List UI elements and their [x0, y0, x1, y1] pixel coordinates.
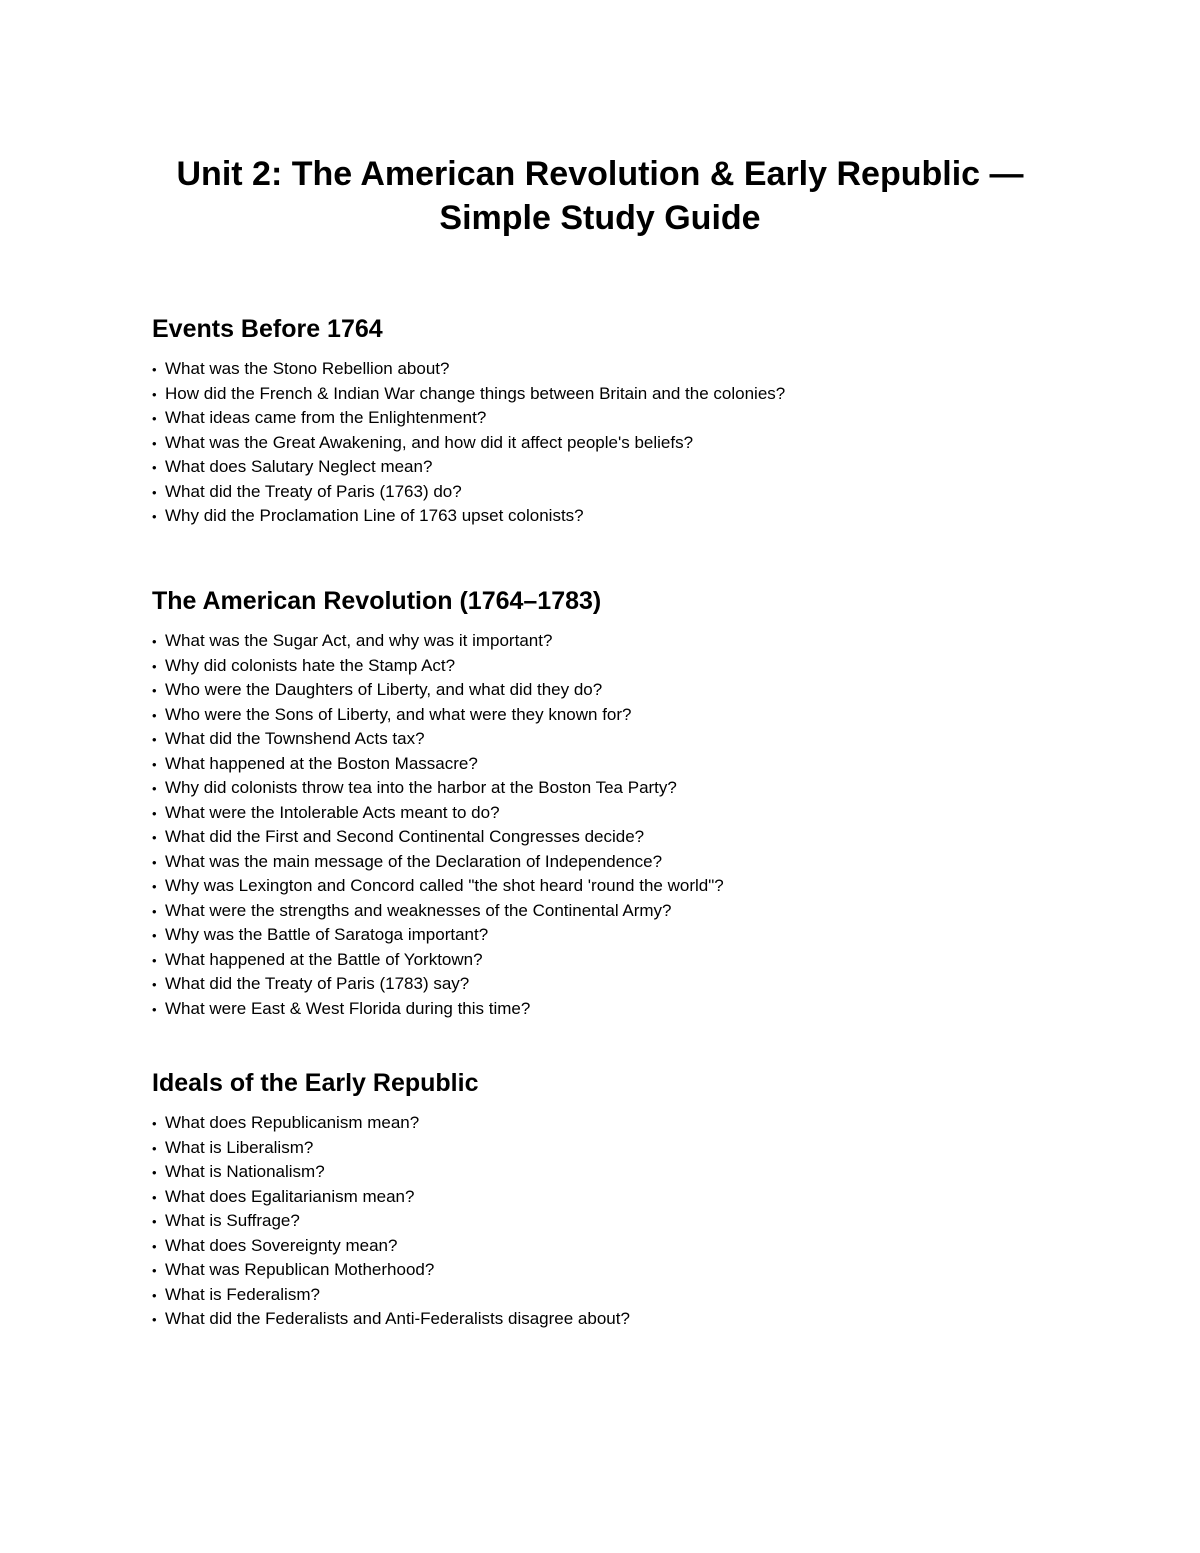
bullet-icon: •: [152, 658, 157, 674]
question-text: What was the Stono Rebellion about?: [165, 359, 450, 378]
title-line-2: Simple Study Guide: [439, 199, 761, 237]
question-text: Why was Lexington and Concord called "the shot heard 'round the world"?: [165, 876, 724, 895]
question-text: Why was the Battle of Saratoga important?: [165, 925, 489, 944]
bullet-icon: •: [152, 1263, 157, 1278]
question-text: What happened at the Battle of Yorktown?: [165, 949, 483, 969]
section-heading: Events Before 1764: [152, 315, 383, 343]
question-text: What does Salutary Neglect mean?: [165, 457, 433, 476]
question-item: [152, 357, 1152, 382]
bullet-icon: •: [152, 1165, 157, 1180]
question-item: [152, 752, 1152, 777]
question-item: [152, 801, 1152, 826]
question-item: [152, 406, 1152, 431]
question-list: [152, 1111, 1152, 1332]
section-ideals-early-republic: [152, 1067, 1152, 1332]
bullet-icon: •: [152, 830, 157, 845]
question-item: [152, 382, 1152, 407]
question-text: What is Suffrage?: [165, 1211, 300, 1230]
question-text: What did the Treaty of Paris (1763) do?: [165, 481, 462, 501]
question-item: [152, 703, 1152, 728]
bullet-icon: •: [152, 435, 157, 451]
question-text: What did the Treaty of Paris (1783) say?: [165, 974, 470, 993]
question-item: [152, 1283, 1152, 1308]
bullet-icon: •: [152, 1189, 157, 1205]
question-text: What is Federalism?: [165, 1284, 320, 1304]
bullet-icon: •: [152, 1287, 157, 1303]
question-item: [152, 923, 1152, 948]
question-text: What did the Townshend Acts tax?: [165, 729, 425, 748]
question-item: [152, 972, 1152, 997]
question-item: [152, 874, 1152, 899]
bullet-icon: •: [152, 411, 157, 426]
question-list: [152, 629, 1152, 1021]
bullet-icon: •: [152, 1214, 157, 1229]
question-text: What were East & West Florida during this time?: [165, 998, 531, 1018]
question-text: What is Liberalism?: [165, 1137, 314, 1157]
question-item: [152, 899, 1152, 924]
question-text: What happened at the Boston Massacre?: [165, 753, 478, 773]
bullet-icon: •: [152, 362, 157, 377]
bullet-icon: •: [152, 756, 157, 772]
bullet-icon: •: [152, 732, 157, 747]
question-item: [152, 776, 1152, 801]
question-item: [152, 948, 1152, 973]
question-text: What did the Federalists and Anti-Federalists disagree about?: [165, 1309, 630, 1328]
bullet-icon: •: [152, 781, 157, 796]
question-text: What did the First and Second Continental Congresses decide?: [165, 827, 645, 846]
question-text: What does Sovereignty mean?: [165, 1235, 398, 1255]
bullet-icon: •: [152, 1140, 157, 1156]
question-text: What was Republican Motherhood?: [165, 1260, 435, 1279]
question-item: [152, 1160, 1152, 1185]
question-text: What was the main message of the Declaration of Independence?: [165, 851, 663, 871]
bullet-icon: •: [152, 903, 157, 919]
bullet-icon: •: [152, 460, 157, 475]
question-text: How did the French & Indian War change things between Britain and the colonies?: [165, 383, 786, 403]
question-item: [152, 1307, 1152, 1332]
bullet-icon: •: [152, 1001, 157, 1017]
bullet-icon: •: [152, 386, 157, 402]
question-text: Why did colonists throw tea into the harbor at the Boston Tea Party?: [165, 778, 677, 797]
question-text: Why did the Proclamation Line of 1763 upset colonists?: [165, 506, 584, 525]
question-text: What is Nationalism?: [165, 1162, 325, 1181]
page-title: [100, 152, 1100, 240]
question-text: What was the Great Awakening, and how did it affect people's beliefs?: [165, 432, 694, 452]
question-item: [152, 1234, 1152, 1259]
question-item: [152, 504, 1152, 529]
question-text: Who were the Daughters of Liberty, and what did they do?: [165, 680, 603, 699]
bullet-icon: •: [152, 707, 157, 723]
question-text: Why did colonists hate the Stamp Act?: [165, 655, 456, 675]
bullet-icon: •: [152, 977, 157, 992]
question-item: [152, 727, 1152, 752]
bullet-icon: •: [152, 879, 157, 894]
bullet-icon: •: [152, 683, 157, 698]
question-item: [152, 1185, 1152, 1210]
bullet-icon: •: [152, 928, 157, 943]
question-text: What ideas came from the Enlightenment?: [165, 408, 487, 427]
question-text: What were the Intolerable Acts meant to do?: [165, 802, 500, 822]
bullet-icon: •: [152, 1116, 157, 1131]
question-text: What were the strengths and weaknesses of the Continental Army?: [165, 900, 672, 920]
bullet-icon: •: [152, 805, 157, 821]
question-text: Who were the Sons of Liberty, and what were they known for?: [165, 704, 632, 724]
section-american-revolution: [152, 585, 1152, 1021]
bullet-icon: •: [152, 1238, 157, 1254]
section-events-before-1764: [152, 313, 1152, 529]
bullet-icon: •: [152, 952, 157, 968]
question-item: [152, 1209, 1152, 1234]
bullet-icon: •: [152, 1312, 157, 1327]
question-item: [152, 654, 1152, 679]
question-item: [152, 480, 1152, 505]
question-item: [152, 431, 1152, 456]
question-item: [152, 455, 1152, 480]
question-text: What was the Sugar Act, and why was it important?: [165, 631, 553, 650]
question-text: What does Republicanism mean?: [165, 1113, 420, 1132]
bullet-icon: •: [152, 509, 157, 524]
question-text: What does Egalitarianism mean?: [165, 1186, 415, 1206]
bullet-icon: •: [152, 854, 157, 870]
section-heading: Ideals of the Early Republic: [152, 1069, 479, 1097]
section-heading: The American Revolution (1764–1783): [152, 587, 602, 615]
question-item: [152, 629, 1152, 654]
question-item: [152, 1136, 1152, 1161]
question-item: [152, 997, 1152, 1022]
question-list: [152, 357, 1152, 529]
question-item: [152, 1111, 1152, 1136]
question-item: [152, 850, 1152, 875]
question-item: [152, 825, 1152, 850]
question-item: [152, 678, 1152, 703]
bullet-icon: •: [152, 634, 157, 649]
title-line-1: Unit 2: The American Revolution & Early Republic —: [176, 155, 1024, 193]
question-item: [152, 1258, 1152, 1283]
bullet-icon: •: [152, 484, 157, 500]
